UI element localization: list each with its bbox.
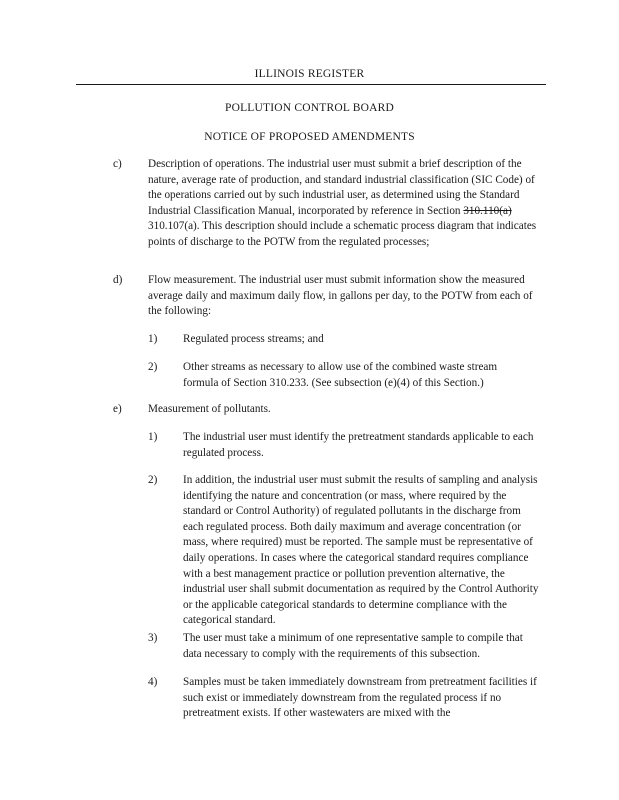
section-e-item-4-label: 4) xyxy=(148,676,158,688)
section-c-struck-text: 310.110(a) xyxy=(463,204,512,217)
section-e-item-1-text: The industrial user must identify the pretreatment standards applicable to each regulated process. xyxy=(183,431,534,459)
header-rule xyxy=(76,84,546,85)
notice-title: NOTICE OF PROPOSED AMENDMENTS xyxy=(204,131,415,143)
register-title: ILLINOIS REGISTER xyxy=(254,68,365,80)
section-e-item-1-label: 1) xyxy=(148,431,158,443)
section-d-item-1-label: 1) xyxy=(148,333,158,345)
section-c-label: c) xyxy=(113,158,122,170)
section-c-text xyxy=(148,157,540,251)
section-d-item-2-label: 2) xyxy=(148,361,158,373)
section-d-label: d) xyxy=(113,274,123,286)
section-e-item-3-text: The user must take a minimum of one representative sample to compile that data necessary to comply with the requirements of this subsection. xyxy=(183,632,523,660)
section-c-text-b: 310.107(a). This description should include a schematic process diagram that indicates points of discharge to the POTW from the regulated processes; xyxy=(148,220,537,248)
section-e-item-2-label: 2) xyxy=(148,474,158,486)
section-d-text: Flow measurement. The industrial user must submit information show the measured average daily and maximum daily flow, in gallons per day, to the POTW from each of the following: xyxy=(148,274,533,318)
section-e-text: Measurement of pollutants. xyxy=(148,403,271,415)
section-e-label: e) xyxy=(113,403,122,415)
section-e-item-3-label: 3) xyxy=(148,632,158,644)
section-e-item-2-text: In addition, the industrial user must submit the results of sampling and analysis identifying the nature and concentration (or mass, where required by the standard or Control Authority) of regulated pollutants in the discharge from each regulated process. Both daily maximum and average concentration (or mass, where required) must be reported. The sample must be representative of daily operations. In cases where the categorical standard requires compliance with a best management practice or pollution prevention alternative, the industrial user shall submit documentation as required by the Control Authority or the applicable categorical standards to determine compliance with the categorical standard. xyxy=(183,474,539,627)
section-e-item-4-text: Samples must be taken immediately downstream from pretreatment facilities if such exist or immediately downstream from the regulated process if no pretreatment exists. If other wastewaters are mixed with the xyxy=(183,676,537,720)
section-c-text-a: Description of operations. The industrial user must submit a brief description of the nature, average rate of production, and standard industrial classification (SIC Code) of the operations carried out by such industrial user, as determined using the Standard Industrial Classification Manual, incorporated by reference in Section xyxy=(148,158,535,217)
section-d-item-2-text: Other streams as necessary to allow use of the combined waste stream formula of Section 310.233. (See subsection (e)(4) of this Section.) xyxy=(183,361,498,389)
section-d-item-1-text: Regulated process streams; and xyxy=(183,333,324,345)
board-title: POLLUTION CONTROL BOARD xyxy=(224,102,394,114)
